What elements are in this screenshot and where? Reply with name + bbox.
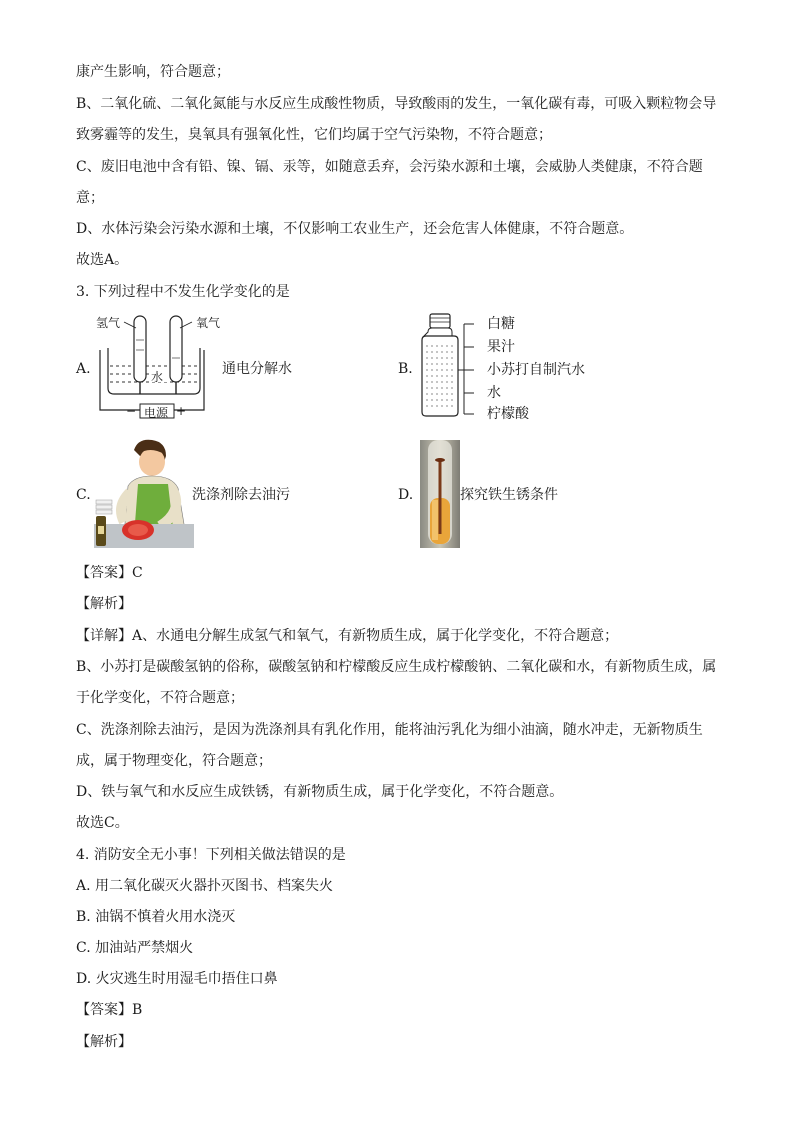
label-plus: + bbox=[176, 404, 187, 418]
analysis-label: 【解析】 bbox=[76, 1034, 132, 1050]
text-line: 故选C。 bbox=[76, 815, 129, 831]
label-water: 水 bbox=[151, 370, 164, 384]
answer-label: 【答案】C bbox=[76, 565, 143, 581]
bottle-label: 柠檬酸 bbox=[487, 406, 529, 422]
question-4-stem: 4. 消防安全无小事！下列相关做法错误的是 bbox=[76, 847, 346, 863]
bottle-label: 果汁 bbox=[487, 339, 515, 355]
text-line: 致雾霾等的发生，臭氧具有强氧化性，它们均属于空气污染物，不符合题意； bbox=[76, 127, 552, 143]
option-c-caption: 洗涤剂除去油污 bbox=[192, 487, 290, 503]
text-line: B、二氧化硫、二氧化氮能与水反应生成酸性物质，导致酸雨的发生，一氧化碳有毒，可吸入颗粒物会导 bbox=[76, 96, 717, 112]
text-line: C、废旧电池中含有铅、镍、镉、汞等，如随意丢弃，会污染水源和土壤，会威胁人类健康，不符合题 bbox=[76, 159, 703, 175]
option-b-letter: B. bbox=[398, 361, 413, 377]
answer-label: 【答案】B bbox=[76, 1002, 143, 1018]
option-text: A. 用二氧化碳灭火器扑灭图书、档案失火 bbox=[76, 878, 334, 894]
text-line: 成，属于物理变化，符合题意； bbox=[76, 753, 272, 769]
analysis-label: 【解析】 bbox=[76, 596, 132, 612]
question-3-stem: 3. 下列过程中不发生化学变化的是 bbox=[76, 284, 290, 300]
text-line: D、水体污染会污染水源和土壤，不仅影响工农业生产，还会危害人体健康，不符合题意。 bbox=[76, 221, 634, 237]
text-line: C、洗涤剂除去油污，是因为洗涤剂具有乳化作用，能将油污乳化为细小油滴，随水冲走，无新物质生 bbox=[76, 722, 703, 738]
text-line: D、铁与氧气和水反应生成铁锈，有新物质生成，属于化学变化，不符合题意。 bbox=[76, 784, 564, 800]
text-line: 故选A。 bbox=[76, 252, 129, 268]
text-line: 意； bbox=[76, 190, 104, 206]
option-text: D. 火灾逃生时用湿毛巾捂住口鼻 bbox=[76, 971, 278, 987]
label-minus: − bbox=[126, 404, 137, 418]
text-line: 【详解】A、水通电分解生成氢气和氧气，有新物质生成，属于化学变化，不符合题意； bbox=[76, 628, 619, 644]
label-power: 电源 bbox=[144, 406, 169, 420]
text-line: 康产生影响，符合题意； bbox=[76, 64, 230, 80]
option-text: B. 油锅不慎着火用水浇灭 bbox=[76, 909, 236, 925]
bottle-label: 水 bbox=[487, 385, 501, 401]
test-tube-photo bbox=[420, 440, 460, 548]
label-hydrogen: 氢气 bbox=[96, 316, 121, 330]
option-text: C. 加油站严禁烟火 bbox=[76, 940, 194, 956]
option-c-letter: C. bbox=[76, 487, 91, 503]
washing-dishes-figure bbox=[94, 436, 194, 548]
option-d-caption: 探究铁生锈条件 bbox=[460, 487, 558, 503]
bottle-label: 白糖 bbox=[487, 316, 515, 332]
text-line: B、小苏打是碳酸氢钠的俗称，碳酸氢钠和柠檬酸反应生成柠檬酸钠、二氧化碳和水，有新物质生成，属 bbox=[76, 659, 717, 675]
option-a-letter: A. bbox=[76, 361, 91, 377]
soda-bottle-figure bbox=[418, 310, 488, 420]
option-d-letter: D. bbox=[398, 487, 414, 503]
text-line: 于化学变化，不符合题意； bbox=[76, 690, 244, 706]
bottle-label: 小苏打自制汽水 bbox=[487, 362, 585, 378]
option-a-caption: 通电分解水 bbox=[222, 361, 292, 377]
label-oxygen: 氧气 bbox=[196, 316, 221, 330]
